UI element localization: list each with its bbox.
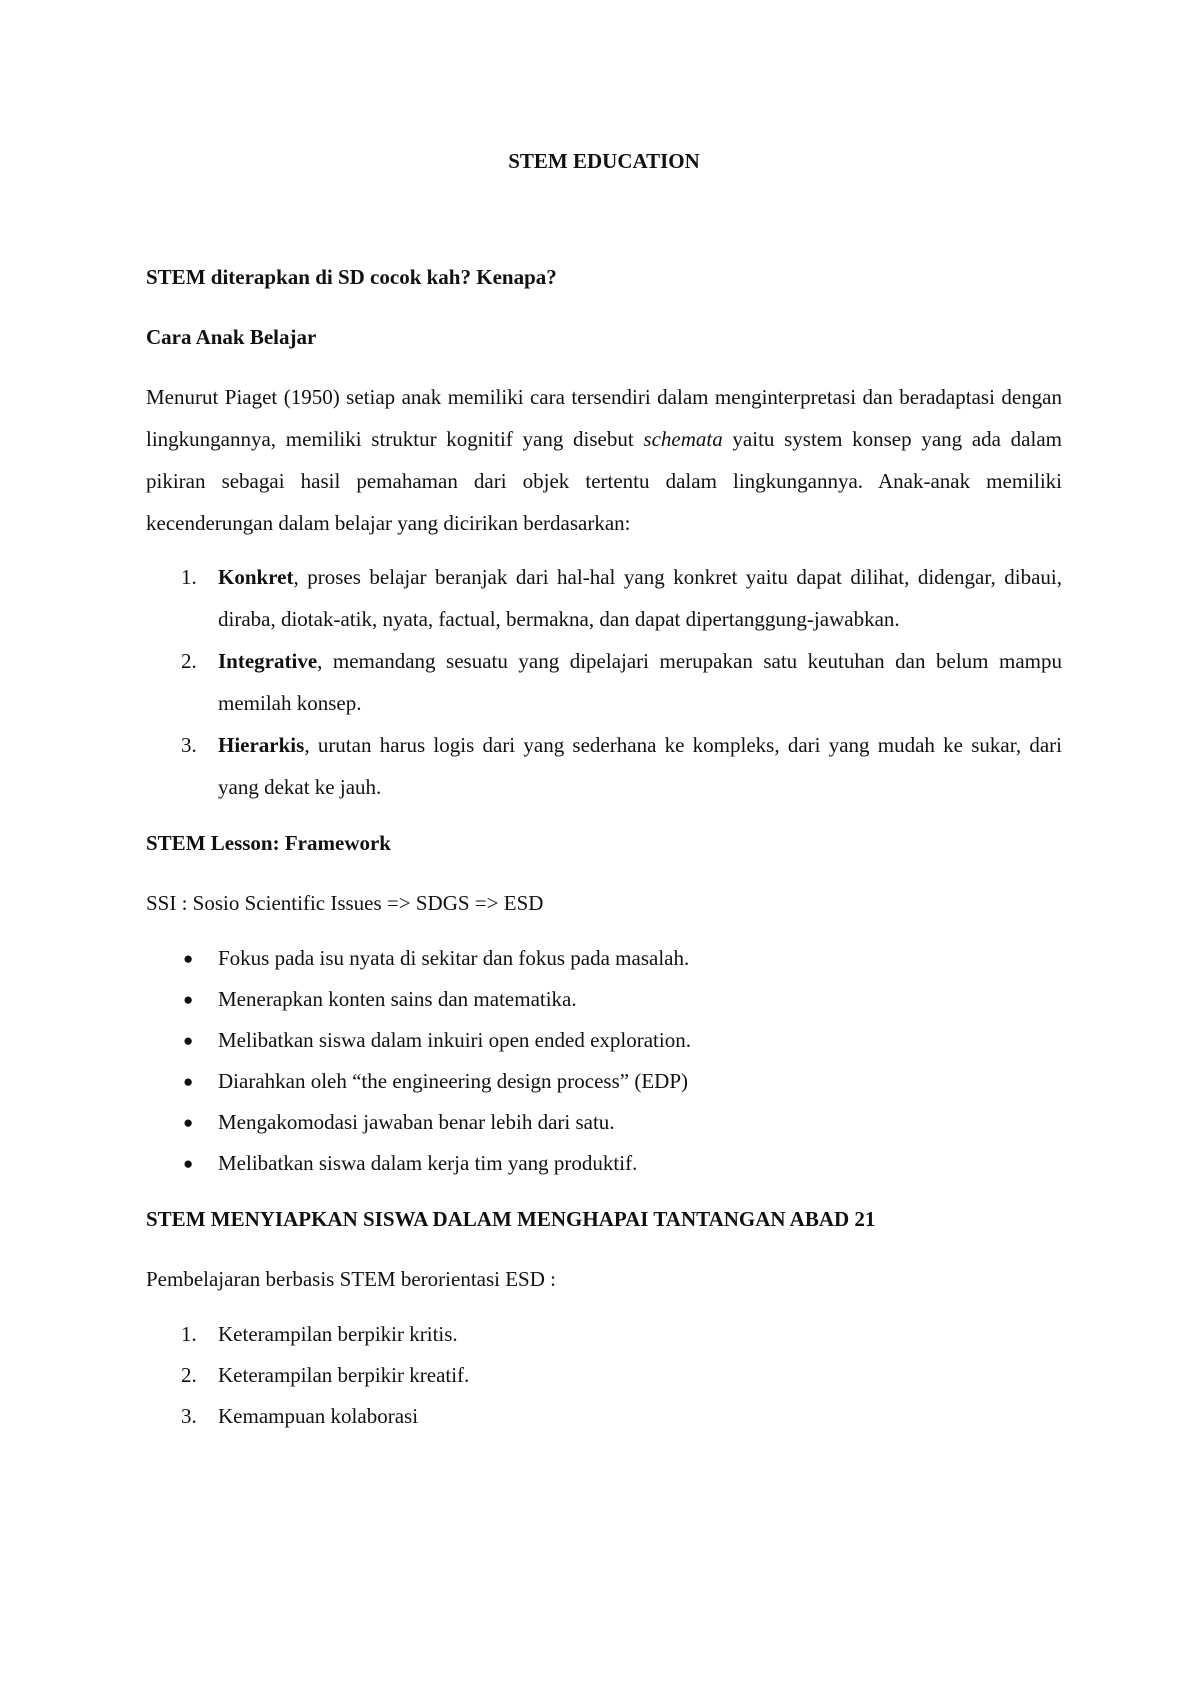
framework-bullet-list [146,938,1062,1184]
list-text: Menerapkan konten sains dan matematika. [218,987,577,1011]
list-text: , memandang sesuatu yang dipelajari merupakan satu keutuhan dan belum mampu memilah konsep. [218,649,1062,715]
bullet-icon: ● [183,1031,194,1050]
list-item [146,556,1062,640]
list-item [146,938,1062,979]
piaget-paragraph [146,376,1062,544]
bullet-icon: ● [183,990,194,1009]
skills-list [146,1314,1062,1437]
bullet-icon: ● [183,1113,194,1132]
section-heading-abad-21: STEM MENYIAPKAN SISWA DALAM MENGHAPAI TANTANGAN ABAD 21 [146,1207,876,1231]
document-title: STEM EDUCATION [508,149,700,173]
list-text: Keterampilan berpikir kreatif. [218,1363,470,1387]
list-term: Integrative [218,649,318,673]
esd-intro-line: Pembelajaran berbasis STEM berorientasi ESD : [146,1267,556,1291]
list-text: Fokus pada isu nyata di sekitar dan fokus pada masalah. [218,946,690,970]
list-item [146,640,1062,724]
list-text: Keterampilan berpikir kritis. [218,1322,458,1346]
list-item [146,724,1062,808]
list-item [146,1020,1062,1061]
section-heading-cara-anak-belajar: Cara Anak Belajar [146,325,317,349]
list-item [146,1143,1062,1184]
list-item [146,1314,1062,1355]
list-text: Diarahkan oleh “the engineering design process” (EDP) [218,1069,688,1093]
list-item [146,1102,1062,1143]
list-text: Kemampuan kolaborasi [218,1404,419,1428]
list-item [146,1396,1062,1437]
list-item [146,1061,1062,1102]
learning-characteristics-list [146,556,1062,808]
section-heading-stem-lesson-framework: STEM Lesson: Framework [146,831,391,855]
paragraph-text: yaitu system konsep yang ada dalam pikiran sebagai hasil pemahaman dari objek tertentu dalam lingkungannya. Anak-anak memiliki kecenderungan dalam belajar yang dicirikan berdasarkan: [146,427,1062,535]
list-number: 2. [181,1363,197,1387]
list-number: 3. [181,1404,197,1428]
list-number: 2. [181,649,197,673]
list-item [146,979,1062,1020]
list-item [146,1355,1062,1396]
bullet-icon: ● [183,949,194,968]
list-number: 1. [181,565,197,589]
list-text: , proses belajar beranjak dari hal-hal yang konkret yaitu dapat dilihat, didengar, dibaui, diraba, diotak-atik, nyata, factual, bermakna, dan dapat dipertanggung-jawabkan. [218,565,1062,631]
list-text: , urutan harus logis dari yang sederhana ke kompleks, dari yang mudah ke sukar, dari yang dekat ke jauh. [218,733,1062,799]
bullet-icon: ● [183,1072,194,1091]
list-term: Hierarkis [218,733,305,757]
list-text: Mengakomodasi jawaban benar lebih dari satu. [218,1110,615,1134]
list-text: Melibatkan siswa dalam kerja tim yang produktif. [218,1151,638,1175]
list-number: 1. [181,1322,197,1346]
list-text: Melibatkan siswa dalam inkuiri open ended exploration. [218,1028,691,1052]
list-number: 3. [181,733,197,757]
ssi-line: SSI : Sosio Scientific Issues => SDGS => ESD [146,891,544,915]
bullet-icon: ● [183,1154,194,1173]
document-body [146,140,1062,1451]
question-heading: STEM diterapkan di SD cocok kah? Kenapa? [146,265,557,289]
list-term: Konkret [218,565,294,589]
schemata-term: schemata [643,427,723,451]
paragraph-text: Menurut Piaget (1950) setiap anak memiliki cara tersendiri dalam menginterpretasi dan beradaptasi dengan lingkungannya, memiliki struktur kognitif yang disebut [146,385,1062,451]
